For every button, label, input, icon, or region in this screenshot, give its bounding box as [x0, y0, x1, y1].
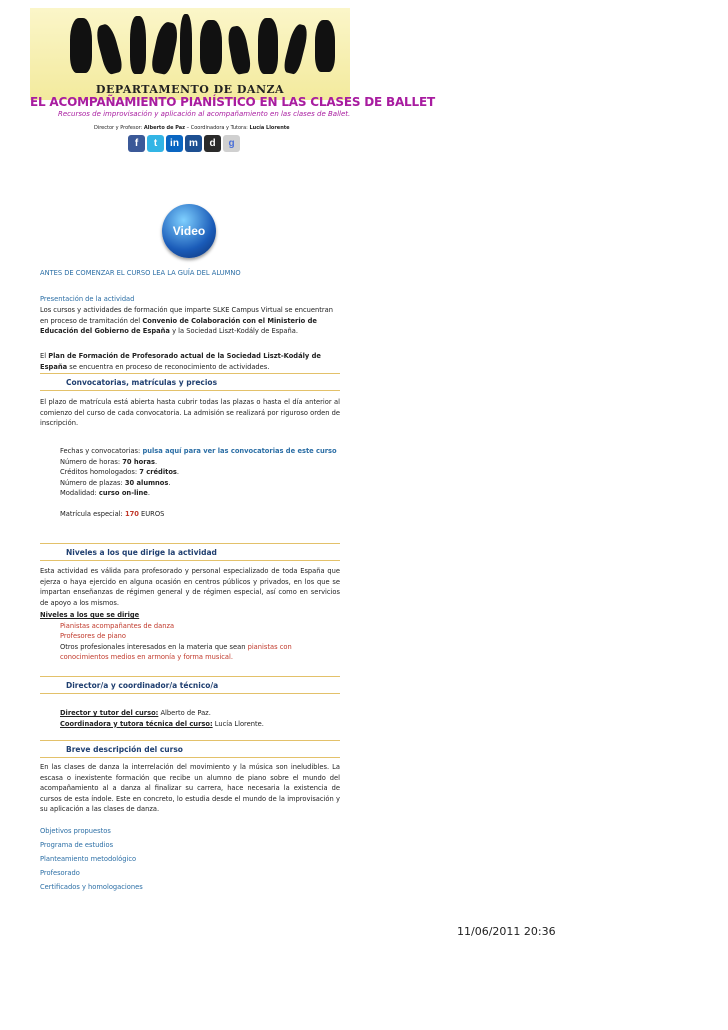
list-item: Pianistas acompañantes de danza — [60, 621, 175, 630]
student-guide-link[interactable]: ANTES DE COMENZAR EL CURSO LEA LA GUÍA DEL ALUMNO — [40, 269, 241, 277]
credits-line: Director y Profesor: Alberto de Paz – Coordinadora y Tutora: Lucía Llorente — [94, 125, 290, 131]
niveles-text: Esta actividad es válida para profesorado y personal especializado de toda España que ejerza o haya ejercido en alguna ocasión en centros públicos y privados, en los que se impartan enseñanzas de régimen general y de régimen especial, así como en servicios de apoyo a los mismos. — [40, 567, 340, 607]
convocatorias-heading: Convocatorias, matrículas y precios — [40, 373, 340, 391]
link-planteamiento[interactable]: Planteamiento metodológico — [40, 855, 137, 863]
google-icon[interactable]: g — [223, 135, 240, 152]
niveles-heading: Niveles a los que dirige la actividad — [40, 543, 340, 561]
places-row: Número de plazas: 30 alumnos. — [60, 478, 171, 487]
presentation-title: Presentación de la actividad — [40, 295, 135, 303]
link-objetivos[interactable]: Objetivos propuestos — [40, 827, 111, 835]
page-title: EL ACOMPAÑAMIENTO PIANÍSTICO EN LAS CLASES DE BALLET — [30, 95, 435, 109]
mode-row: Modalidad: curso on-line. — [60, 489, 150, 497]
print-timestamp: 11/06/2011 20:36 — [457, 925, 556, 938]
fee-row: Matrícula especial: 170 EUROS — [60, 509, 165, 518]
department-banner — [30, 8, 350, 100]
director-heading: Director/a y coordinador/a técnico/a — [40, 676, 340, 694]
department-label: DEPARTAMENTO DE DANZA — [95, 83, 285, 96]
link-profesorado[interactable]: Profesorado — [40, 869, 80, 877]
linkedin-icon[interactable]: in — [166, 135, 183, 152]
presentation-text: Los cursos y actividades de formación que imparte SLKE Campus Virtual se encuentran en proceso de tramitación del Convenio de Colaboración con el Ministerio de Educación del Gobierno de España y la Sociedad Liszt-Kodály de España. — [40, 306, 333, 335]
dates-row: Fechas y convocatorias: pulsa aquí para ver las convocatorias de este curso — [60, 447, 337, 455]
myspace-icon[interactable]: m — [185, 135, 202, 152]
delicious-icon[interactable]: d — [204, 135, 221, 152]
credits-row: Créditos homologados: 7 créditos. — [60, 468, 180, 476]
page-subtitle: Recursos de improvisación y aplicación al acompañamiento en las clases de Ballet. — [58, 110, 351, 118]
link-programa[interactable]: Programa de estudios — [40, 841, 114, 849]
list-item: Profesores de piano — [60, 632, 126, 640]
video-button[interactable]: Video — [162, 204, 216, 258]
list-item: Otros profesionales interesados en la materia que sean pianistas con conocimientos medios en armonía y forma musical. — [60, 642, 292, 661]
niveles-subheading: Niveles a los que se dirige — [40, 611, 140, 619]
dates-link[interactable]: pulsa aquí para ver las convocatorias de este curso — [142, 447, 337, 455]
hours-row: Número de horas: 70 horas. — [60, 457, 158, 466]
director-info: Director y tutor del curso: Alberto de Paz. Coordinadora y tutora técnica del curso: Lucía Llorente. — [60, 709, 264, 728]
plan-text: El Plan de Formación de Profesorado actual de la Sociedad Liszt-Kodály de España se encuentra en proceso de reconocimiento de actividades. — [40, 352, 321, 371]
course-details — [40, 446, 360, 519]
course-links — [40, 824, 340, 894]
breve-text: En las clases de danza la interrelación del movimiento y la música son ineludibles. La escasa o inexistente formación que recibe un alumno de piano sobre el mundo del acompañamiento al a danza al finalizar su carrera, hace necesaria la existencia de cursos de esta índole. Este en concreto, lo estudia desde el mundo de la improvisación y su aplicación a las clases de danza. — [40, 763, 340, 813]
social-share-bar — [128, 135, 240, 152]
breve-heading: Breve descripción del curso — [40, 740, 340, 758]
niveles-list — [40, 610, 340, 663]
convocatorias-text: El plazo de matrícula está abierta hasta cubrir todas las plazas o hasta el día anterior al comienzo del curso de cada convocatoria. La admisión se realizará por riguroso orden de inscripción. — [40, 398, 340, 427]
link-certificados[interactable]: Certificados y homologaciones — [40, 883, 143, 891]
twitter-icon[interactable]: t — [147, 135, 164, 152]
facebook-icon[interactable]: f — [128, 135, 145, 152]
